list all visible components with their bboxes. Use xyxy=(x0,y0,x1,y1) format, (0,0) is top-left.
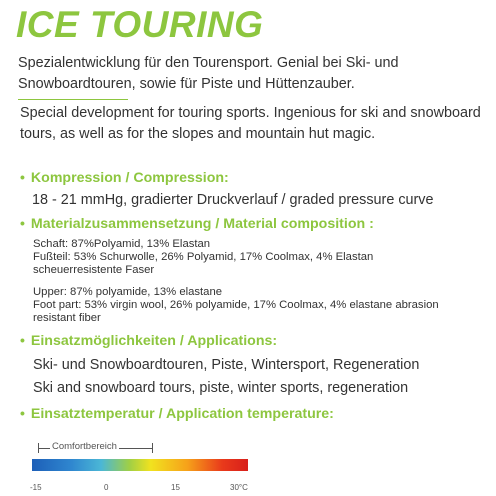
bullet-icon: • xyxy=(20,332,25,348)
compression-heading-text: Kompression / Compression: xyxy=(30,170,229,186)
intro-german: Spezialentwicklung für den Tourensport. Genial bei Ski- und Snowboardtouren, sowie für Piste und Hüttenzauber. xyxy=(18,55,399,92)
applications-de: Ski- und Snowboardtouren, Piste, Wintersport, Regeneration xyxy=(33,357,420,373)
bullet-icon: • xyxy=(20,215,25,231)
section-material xyxy=(20,215,490,325)
comfort-range-label: Comfortbereich xyxy=(52,441,117,452)
material-heading xyxy=(20,215,490,232)
temperature-gradient-bar xyxy=(32,459,248,471)
temperature-scale xyxy=(30,436,270,496)
bullet-icon: • xyxy=(20,405,25,421)
temperature-tick-label: -15 xyxy=(30,483,42,492)
material-en-upper: Upper: 87% polyamide, 13% elastane xyxy=(33,286,223,298)
applications-en: Ski and snowboard tours, piste, winter sports, regeneration xyxy=(33,380,409,396)
divider xyxy=(18,99,128,100)
compression-text: 18 - 21 mmHg, gradierter Druckverlauf / graded pressure curve xyxy=(32,192,434,208)
material-de-foot: Fußteil: 53% Schurwolle, 26% Polyamid, 17% Coolmax, 4% Elastan scheuerresistente Faser xyxy=(33,251,374,276)
temperature-tick-label: 0 xyxy=(104,483,109,492)
temperature-tick-label: 30°C xyxy=(230,483,248,492)
section-compression xyxy=(20,169,490,210)
temperature-heading-text: Einsatztemperatur / Application temperature: xyxy=(30,406,334,422)
section-applications xyxy=(20,332,490,398)
material-en-foot: Foot part: 53% virgin wool, 26% polyamide, 17% Coolmax, 4% elastane abrasion resistant fiber xyxy=(33,299,439,324)
intro-english: Special development for touring sports. Ingenious for ski and snowboard tours, as well as for the slopes and mountain hut magic. xyxy=(20,105,481,142)
material-heading-text: Materialzusammensetzung / Material composition : xyxy=(30,216,374,232)
applications-heading-text: Einsatzmöglichkeiten / Applications: xyxy=(30,333,278,349)
bullet-icon: • xyxy=(20,169,25,185)
comfort-range-end-tick xyxy=(152,443,153,453)
compression-heading xyxy=(20,169,490,186)
material-de-shaft: Schaft: 87%Polyamid, 13% Elastan xyxy=(33,238,211,250)
temperature-tick-label: 15 xyxy=(171,483,180,492)
temperature-heading xyxy=(20,405,490,422)
section-temperature xyxy=(20,405,490,422)
applications-heading xyxy=(20,332,490,349)
page-title: ICE TOURING xyxy=(16,4,264,45)
